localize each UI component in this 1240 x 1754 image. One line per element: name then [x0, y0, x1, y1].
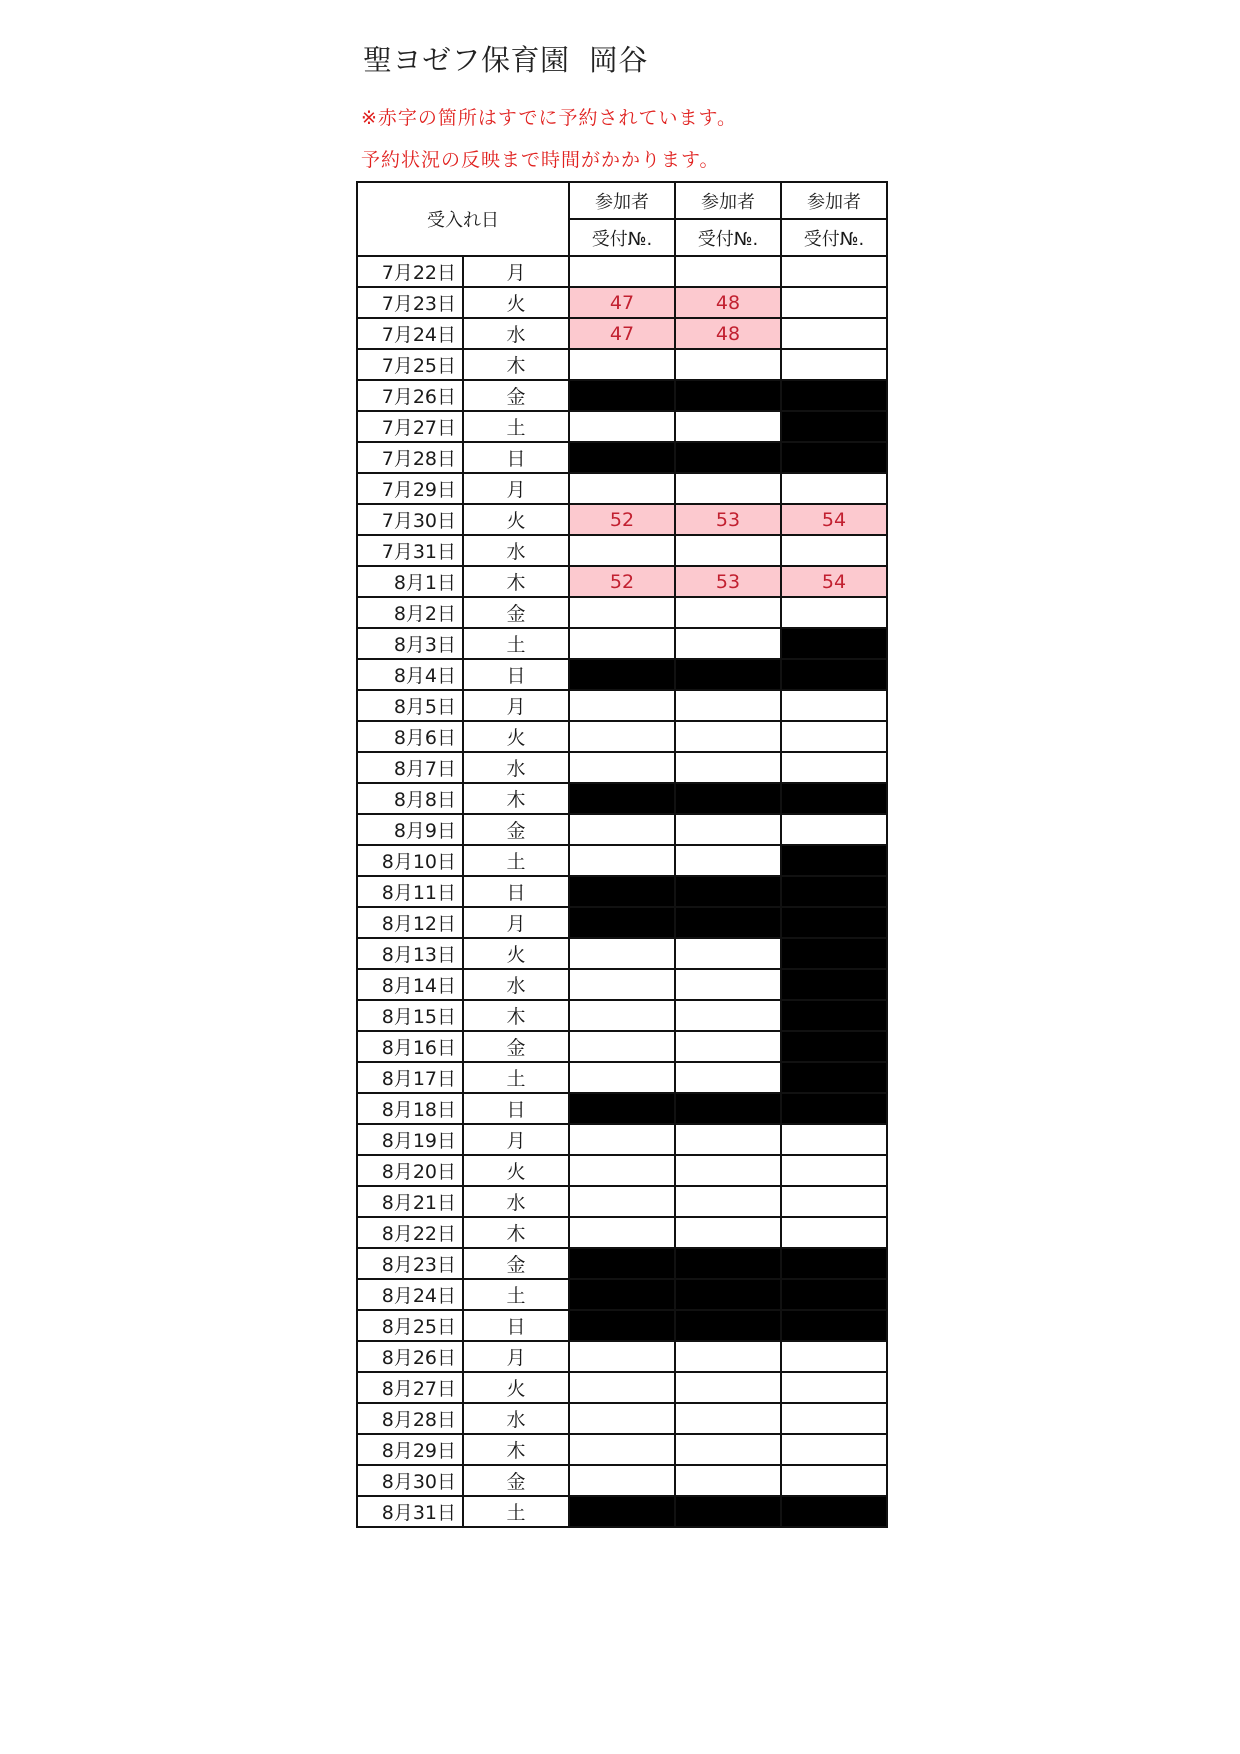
weekday-cell: 金	[463, 814, 569, 845]
table-row	[357, 938, 887, 969]
weekday-cell: 日	[463, 442, 569, 473]
weekday-cell: 土	[463, 1062, 569, 1093]
available-slot	[675, 752, 781, 783]
available-slot	[675, 535, 781, 566]
closed-slot	[781, 1279, 887, 1310]
available-slot	[781, 256, 887, 287]
date-cell: 7月31日	[357, 535, 463, 566]
participant-header-2: 参加者	[675, 182, 781, 219]
weekday-cell: 月	[463, 256, 569, 287]
closed-slot	[569, 1310, 675, 1341]
table-row	[357, 1310, 887, 1341]
table-row	[357, 1465, 887, 1496]
date-cell: 8月24日	[357, 1279, 463, 1310]
available-slot	[569, 628, 675, 659]
date-cell: 8月5日	[357, 690, 463, 721]
weekday-cell: 木	[463, 783, 569, 814]
available-slot	[781, 1465, 887, 1496]
date-cell: 8月27日	[357, 1372, 463, 1403]
receipt-number-header-1: 受付№.	[569, 219, 675, 256]
receipt-number-header-3: 受付№.	[781, 219, 887, 256]
table-row	[357, 1403, 887, 1434]
date-cell: 8月8日	[357, 783, 463, 814]
available-slot	[675, 814, 781, 845]
closed-slot	[675, 1093, 781, 1124]
table-row	[357, 1186, 887, 1217]
closed-slot	[781, 969, 887, 1000]
available-slot	[675, 1000, 781, 1031]
closed-slot	[781, 628, 887, 659]
table-row	[357, 597, 887, 628]
closed-slot	[781, 380, 887, 411]
table-header-row	[357, 182, 887, 219]
table-row	[357, 380, 887, 411]
table-row	[357, 1217, 887, 1248]
table-row	[357, 504, 887, 535]
available-slot	[569, 1403, 675, 1434]
date-cell: 8月18日	[357, 1093, 463, 1124]
weekday-cell: 日	[463, 659, 569, 690]
date-cell: 8月30日	[357, 1465, 463, 1496]
booked-slot: 47	[569, 318, 675, 349]
booked-slot: 47	[569, 287, 675, 318]
weekday-cell: 水	[463, 318, 569, 349]
available-slot	[569, 1124, 675, 1155]
weekday-cell: 木	[463, 1217, 569, 1248]
table-row	[357, 287, 887, 318]
weekday-cell: 日	[463, 1093, 569, 1124]
weekday-cell: 水	[463, 535, 569, 566]
weekday-cell: 日	[463, 1310, 569, 1341]
available-slot	[675, 473, 781, 504]
date-cell: 7月29日	[357, 473, 463, 504]
available-slot	[675, 628, 781, 659]
available-slot	[569, 845, 675, 876]
closed-slot	[675, 783, 781, 814]
date-cell: 8月31日	[357, 1496, 463, 1527]
table-row	[357, 845, 887, 876]
available-slot	[569, 1186, 675, 1217]
date-cell: 8月14日	[357, 969, 463, 1000]
available-slot	[569, 597, 675, 628]
date-cell: 7月28日	[357, 442, 463, 473]
closed-slot	[781, 783, 887, 814]
weekday-cell: 月	[463, 1124, 569, 1155]
table-row	[357, 411, 887, 442]
closed-slot	[781, 1062, 887, 1093]
date-cell: 8月29日	[357, 1434, 463, 1465]
weekday-cell: 金	[463, 1248, 569, 1279]
available-slot	[569, 1155, 675, 1186]
available-slot	[675, 690, 781, 721]
date-cell: 8月4日	[357, 659, 463, 690]
closed-slot	[781, 1310, 887, 1341]
available-slot	[569, 1372, 675, 1403]
date-cell: 8月22日	[357, 1217, 463, 1248]
available-slot	[781, 1217, 887, 1248]
available-slot	[675, 845, 781, 876]
date-cell: 8月3日	[357, 628, 463, 659]
table-row	[357, 721, 887, 752]
closed-slot	[781, 938, 887, 969]
available-slot	[675, 411, 781, 442]
available-slot	[675, 1062, 781, 1093]
weekday-cell: 月	[463, 1341, 569, 1372]
date-cell: 7月26日	[357, 380, 463, 411]
closed-slot	[781, 411, 887, 442]
table-row	[357, 1155, 887, 1186]
available-slot	[675, 1217, 781, 1248]
date-cell: 7月22日	[357, 256, 463, 287]
date-cell: 8月21日	[357, 1186, 463, 1217]
date-cell: 7月25日	[357, 349, 463, 380]
weekday-cell: 月	[463, 907, 569, 938]
booked-slot: 54	[781, 504, 887, 535]
weekday-cell: 火	[463, 1372, 569, 1403]
booked-slot: 53	[675, 504, 781, 535]
closed-slot	[781, 876, 887, 907]
available-slot	[675, 969, 781, 1000]
date-cell: 8月1日	[357, 566, 463, 597]
date-cell: 7月27日	[357, 411, 463, 442]
date-cell: 8月26日	[357, 1341, 463, 1372]
table-row	[357, 256, 887, 287]
weekday-cell: 火	[463, 1155, 569, 1186]
closed-slot	[781, 1496, 887, 1527]
available-slot	[569, 535, 675, 566]
table-row	[357, 566, 887, 597]
table-row	[357, 1372, 887, 1403]
date-cell: 8月28日	[357, 1403, 463, 1434]
table-row	[357, 1496, 887, 1527]
closed-slot	[781, 442, 887, 473]
date-cell: 8月19日	[357, 1124, 463, 1155]
table-row	[357, 1434, 887, 1465]
available-slot	[569, 473, 675, 504]
weekday-cell: 火	[463, 504, 569, 535]
table-row	[357, 814, 887, 845]
weekday-cell: 水	[463, 752, 569, 783]
available-slot	[675, 1341, 781, 1372]
available-slot	[781, 1124, 887, 1155]
date-cell: 8月9日	[357, 814, 463, 845]
available-slot	[569, 814, 675, 845]
available-slot	[569, 411, 675, 442]
closed-slot	[675, 1310, 781, 1341]
available-slot	[675, 1372, 781, 1403]
weekday-cell: 木	[463, 566, 569, 597]
table-row	[357, 1062, 887, 1093]
date-cell: 8月17日	[357, 1062, 463, 1093]
table-row	[357, 1341, 887, 1372]
weekday-cell: 土	[463, 845, 569, 876]
closed-slot	[675, 1248, 781, 1279]
available-slot	[569, 1062, 675, 1093]
available-slot	[569, 1217, 675, 1248]
weekday-cell: 火	[463, 287, 569, 318]
weekday-cell: 金	[463, 380, 569, 411]
table-row	[357, 1031, 887, 1062]
closed-slot	[675, 876, 781, 907]
available-slot	[569, 721, 675, 752]
participant-header-1: 参加者	[569, 182, 675, 219]
available-slot	[781, 473, 887, 504]
date-cell: 8月11日	[357, 876, 463, 907]
date-cell: 8月25日	[357, 1310, 463, 1341]
closed-slot	[675, 1496, 781, 1527]
weekday-cell: 木	[463, 1434, 569, 1465]
available-slot	[675, 1155, 781, 1186]
date-cell: 7月30日	[357, 504, 463, 535]
available-slot	[675, 597, 781, 628]
available-slot	[781, 287, 887, 318]
table-row	[357, 1124, 887, 1155]
date-cell: 8月6日	[357, 721, 463, 752]
table-row	[357, 535, 887, 566]
table-row	[357, 1000, 887, 1031]
closed-slot	[569, 1248, 675, 1279]
weekday-cell: 土	[463, 628, 569, 659]
closed-slot	[781, 1031, 887, 1062]
closed-slot	[675, 380, 781, 411]
table-row	[357, 318, 887, 349]
available-slot	[781, 814, 887, 845]
available-slot	[569, 1341, 675, 1372]
closed-slot	[781, 1093, 887, 1124]
date-cell: 7月24日	[357, 318, 463, 349]
available-slot	[675, 1434, 781, 1465]
closed-slot	[569, 1093, 675, 1124]
available-slot	[569, 969, 675, 1000]
weekday-cell: 土	[463, 1279, 569, 1310]
closed-slot	[781, 845, 887, 876]
booked-slot: 48	[675, 318, 781, 349]
booked-slot: 53	[675, 566, 781, 597]
delay-note: 予約状況の反映まで時間がかかります。	[361, 149, 720, 171]
date-cell: 8月15日	[357, 1000, 463, 1031]
receipt-number-header-2: 受付№.	[675, 219, 781, 256]
closed-slot	[569, 442, 675, 473]
weekday-cell: 金	[463, 1031, 569, 1062]
weekday-cell: 水	[463, 1186, 569, 1217]
closed-slot	[781, 907, 887, 938]
date-cell: 8月23日	[357, 1248, 463, 1279]
table-row	[357, 752, 887, 783]
table-row	[357, 876, 887, 907]
table-row	[357, 1248, 887, 1279]
available-slot	[781, 1372, 887, 1403]
table-row	[357, 969, 887, 1000]
reservation-table	[356, 181, 888, 1528]
closed-slot	[675, 659, 781, 690]
closed-slot	[569, 659, 675, 690]
available-slot	[781, 349, 887, 380]
available-slot	[781, 752, 887, 783]
weekday-cell: 火	[463, 721, 569, 752]
available-slot	[675, 1124, 781, 1155]
available-slot	[781, 690, 887, 721]
available-slot	[781, 1403, 887, 1434]
available-slot	[675, 256, 781, 287]
page-title: 聖ヨゼフ保育園 岡谷	[363, 43, 648, 77]
closed-slot	[675, 1279, 781, 1310]
date-cell: 8月16日	[357, 1031, 463, 1062]
available-slot	[781, 535, 887, 566]
weekday-cell: 土	[463, 411, 569, 442]
available-slot	[569, 1434, 675, 1465]
closed-slot	[675, 442, 781, 473]
weekday-cell: 土	[463, 1496, 569, 1527]
available-slot	[675, 349, 781, 380]
available-slot	[569, 1031, 675, 1062]
available-slot	[569, 690, 675, 721]
weekday-cell: 日	[463, 876, 569, 907]
available-slot	[781, 1341, 887, 1372]
date-cell: 8月12日	[357, 907, 463, 938]
closed-slot	[569, 1279, 675, 1310]
date-cell: 8月10日	[357, 845, 463, 876]
weekday-cell: 木	[463, 1000, 569, 1031]
closed-slot	[781, 1000, 887, 1031]
available-slot	[675, 1403, 781, 1434]
table-row	[357, 659, 887, 690]
table-row	[357, 628, 887, 659]
available-slot	[569, 349, 675, 380]
table-row	[357, 349, 887, 380]
available-slot	[569, 752, 675, 783]
available-slot	[781, 597, 887, 628]
available-slot	[675, 1465, 781, 1496]
booked-slot: 54	[781, 566, 887, 597]
table-row	[357, 1279, 887, 1310]
weekday-cell: 金	[463, 597, 569, 628]
closed-slot	[675, 907, 781, 938]
closed-slot	[569, 1496, 675, 1527]
weekday-cell: 木	[463, 349, 569, 380]
table-row	[357, 1093, 887, 1124]
date-cell: 8月2日	[357, 597, 463, 628]
closed-slot	[781, 659, 887, 690]
available-slot	[569, 1000, 675, 1031]
weekday-cell: 火	[463, 938, 569, 969]
table-row	[357, 442, 887, 473]
available-slot	[781, 1186, 887, 1217]
weekday-cell: 水	[463, 969, 569, 1000]
available-slot	[675, 1186, 781, 1217]
date-cell: 8月13日	[357, 938, 463, 969]
booked-slot: 48	[675, 287, 781, 318]
closed-slot	[569, 380, 675, 411]
table-row	[357, 473, 887, 504]
available-slot	[569, 938, 675, 969]
date-cell: 7月23日	[357, 287, 463, 318]
available-slot	[675, 721, 781, 752]
weekday-cell: 月	[463, 690, 569, 721]
participant-header-3: 参加者	[781, 182, 887, 219]
date-cell: 8月7日	[357, 752, 463, 783]
available-slot	[569, 256, 675, 287]
available-slot	[781, 721, 887, 752]
table-row	[357, 783, 887, 814]
table-row	[357, 907, 887, 938]
booked-slot: 52	[569, 566, 675, 597]
available-slot	[675, 1031, 781, 1062]
available-slot	[781, 318, 887, 349]
table-row	[357, 690, 887, 721]
available-slot	[781, 1155, 887, 1186]
available-slot	[781, 1434, 887, 1465]
weekday-cell: 月	[463, 473, 569, 504]
booked-slot: 52	[569, 504, 675, 535]
weekday-cell: 金	[463, 1465, 569, 1496]
booking-note: ※赤字の箇所はすでに予約されています。	[361, 107, 737, 129]
date-column-header: 受入れ日	[357, 182, 569, 256]
available-slot	[569, 1465, 675, 1496]
closed-slot	[569, 783, 675, 814]
available-slot	[675, 938, 781, 969]
weekday-cell: 水	[463, 1403, 569, 1434]
closed-slot	[781, 1248, 887, 1279]
closed-slot	[569, 876, 675, 907]
closed-slot	[569, 907, 675, 938]
date-cell: 8月20日	[357, 1155, 463, 1186]
